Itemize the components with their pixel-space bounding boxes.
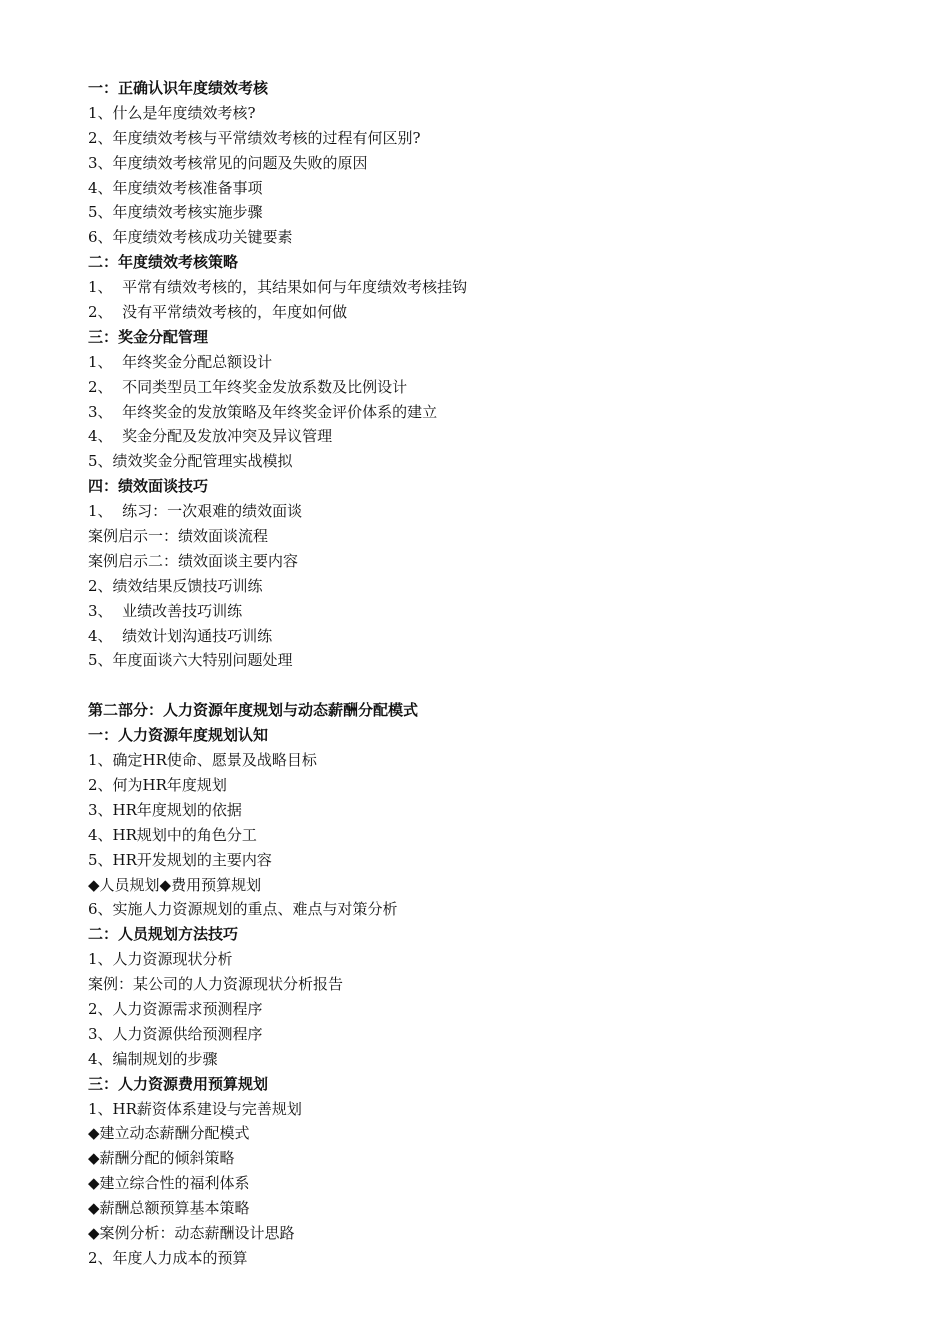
list-item: 2、绩效结果反馈技巧训练 [88,576,263,595]
section-heading: 四：绩效面谈技巧 [88,477,209,496]
list-item: 3、HR年度规划的依据 [88,800,242,819]
list-item: ◆案例分析：动态薪酬设计思路 [88,1223,295,1242]
list-item: 1、人力资源现状分析 [88,950,233,969]
list-item: 6、实施人力资源规划的重点、难点与对策分析 [88,900,398,919]
list-item: 2、 不同类型员工年终奖金发放系数及比例设计 [88,377,408,396]
list-item: 4、HR规划中的角色分工 [88,825,257,844]
section-heading: 第二部分：人力资源年度规划与动态薪酬分配模式 [88,701,419,720]
list-item: 4、 绩效计划沟通技巧训练 [88,626,273,645]
document-page [88,76,888,1271]
list-item: 2、年度人力成本的预算 [88,1248,248,1267]
list-item: 案例：某公司的人力资源现状分析报告 [88,975,344,994]
list-item: 2、 没有平常绩效考核的，年度如何做 [88,303,348,322]
list-item: 4、编制规划的步骤 [88,1049,218,1068]
list-item: 3、 年终奖金的发放策略及年终奖金评价体系的建立 [88,402,438,421]
list-item: 3、人力资源供给预测程序 [88,1024,263,1043]
list-item: 3、年度绩效考核常见的问题及失败的原因 [88,153,368,172]
blank-line [88,673,888,698]
list-item: ◆薪酬总额预算基本策略 [88,1199,250,1218]
list-item: 1、什么是年度绩效考核? [88,103,256,122]
list-item: ◆建立动态薪酬分配模式 [88,1124,250,1143]
section-heading: 二：年度绩效考核策略 [88,253,239,272]
list-item: ◆薪酬分配的倾斜策略 [88,1149,235,1168]
list-item: 4、年度绩效考核准备事项 [88,178,263,197]
section-heading: 三：奖金分配管理 [88,327,209,346]
list-item: ◆人员规划◆费用预算规划 [88,875,262,894]
list-item: 1、HR薪资体系建设与完善规划 [88,1099,302,1118]
list-item: 5、绩效奖金分配管理实战模拟 [88,452,293,471]
list-item: 2、人力资源需求预测程序 [88,999,263,1018]
list-item: 案例启示二：绩效面谈主要内容 [88,551,299,570]
list-item: 6、年度绩效考核成功关键要素 [88,228,293,247]
list-item: 5、年度绩效考核实施步骤 [88,203,263,222]
list-item: 5、年度面谈六大特别问题处理 [88,651,293,670]
list-item: 2、年度绩效考核与平常绩效考核的过程有何区别? [88,128,421,147]
list-item: 3、 业绩改善技巧训练 [88,601,243,620]
list-item: 1、 平常有绩效考核的，其结果如何与年度绩效考核挂钩 [88,278,468,297]
list-item: ◆建立综合性的福利体系 [88,1174,250,1193]
list-item: 5、HR开发规划的主要内容 [88,850,272,869]
list-item: 1、 年终奖金分配总额设计 [88,352,273,371]
list-item: 1、确定HR使命、愿景及战略目标 [88,751,317,770]
section-heading: 一：正确认识年度绩效考核 [88,79,269,97]
list-item: 案例启示一：绩效面谈流程 [88,527,269,546]
section-heading: 一：人力资源年度规划认知 [88,726,269,745]
list-item: 4、 奖金分配及发放冲突及异议管理 [88,427,333,446]
list-item: 1、 练习：一次艰难的绩效面谈 [88,502,303,521]
section-heading: 三：人力资源费用预算规划 [88,1074,269,1093]
section-heading: 二：人员规划方法技巧 [88,925,239,944]
list-item: 2、何为HR年度规划 [88,775,227,794]
